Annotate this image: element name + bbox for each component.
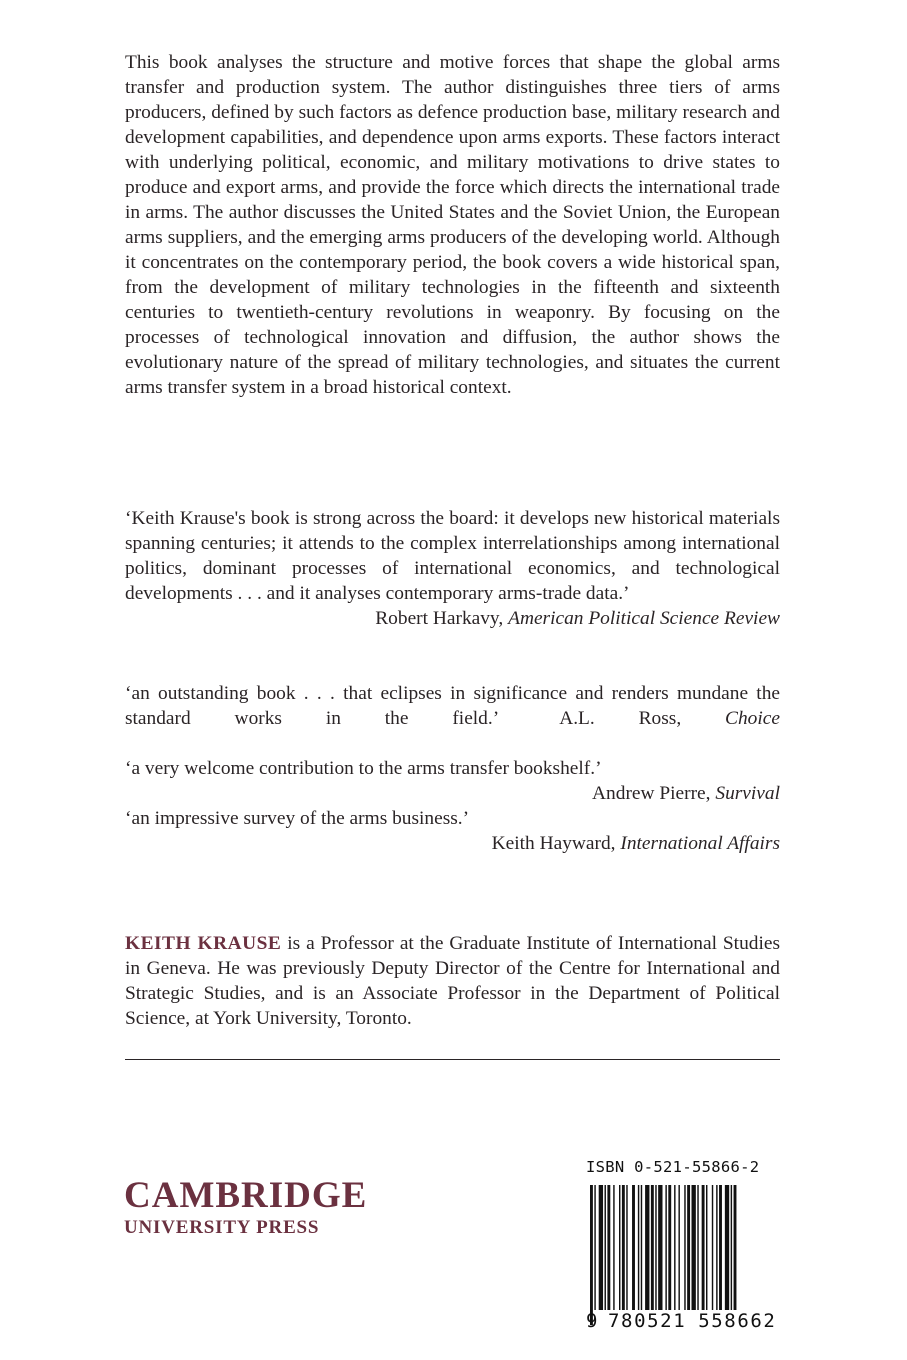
barcode-bar	[684, 1185, 685, 1310]
barcode-bar	[658, 1185, 662, 1325]
author-bio-text: is a Professor at the Graduate Institute of International Studies in Geneva. He was previously Deputy Director of the Centre for International and Strategic Studies, and is an Associate Professor in the Department of Political Science, at York University, Toronto.	[125, 933, 780, 1029]
review-quote-harkavy	[125, 506, 780, 631]
book-description: This book analyses the structure and motive forces that shape the global arms transfer and production system. The author distinguishes three tiers of arms producers, defined by such factors as defence production base, military research and development capabilities, and dependence upon arms exports. These factors interact with underlying political, economic, and military motivations to drive states to produce and export arms, and provide the force which directs the international trade in arms. The author discusses the United States and the Soviet Union, the European arms suppliers, and the emerging arms producers of the developing world. Although it concentrates on the contemporary period, the book covers a wide historical span, from the development of military technologies in the fifteenth and sixteenth centuries to twentieth-century revolutions in weaponry. By focusing on the processes of technological innovation and diffusion, the author shows the evolutionary nature of the spread of military technologies, and situates the current arms transfer system in a broad historical context.	[125, 52, 780, 398]
quote-text	[125, 681, 780, 731]
barcode-digits	[586, 1310, 782, 1332]
barcode-image	[586, 1185, 782, 1325]
publisher-logo	[124, 1177, 367, 1239]
barcode-bar	[645, 1185, 649, 1310]
barcode-group-left: 780521	[608, 1310, 687, 1332]
barcode-bar	[613, 1185, 614, 1310]
barcode-bar	[706, 1185, 707, 1310]
barcode-bar	[590, 1185, 593, 1325]
barcode-bar	[651, 1185, 654, 1310]
barcode-bar	[725, 1185, 729, 1310]
barcode-group-right: 558662	[698, 1310, 777, 1332]
isbn-label: ISBN 0-521-55866-2	[586, 1158, 760, 1176]
quote-attribution	[125, 781, 780, 806]
publisher-subline: UNIVERSITY PRESS	[124, 1217, 320, 1238]
barcode-bar	[668, 1185, 671, 1310]
barcode-bar	[665, 1185, 666, 1325]
review-quote-ross	[125, 681, 780, 731]
barcode-bar	[655, 1185, 656, 1310]
quote-author: Andrew Pierre,	[592, 783, 711, 804]
quote-source: American Political Science Review	[508, 608, 780, 629]
quote-author: Keith Hayward,	[491, 833, 616, 854]
barcode-bar	[605, 1185, 606, 1310]
barcode-bar	[622, 1185, 625, 1310]
barcode-bar	[712, 1185, 713, 1310]
publisher-name: CAMBRIDGE	[124, 1175, 368, 1216]
quote-author: Robert Harkavy,	[375, 608, 504, 629]
barcode-bar	[632, 1185, 635, 1310]
barcode-bar	[607, 1185, 610, 1310]
barcode-lead-digit: 9	[586, 1310, 598, 1332]
quote-text: ‘a very welcome contribution to the arms transfer bookshelf.’	[125, 758, 602, 779]
quote-attribution	[125, 831, 780, 856]
quote-source: Choice	[725, 708, 780, 729]
review-quote-pierre	[125, 756, 780, 806]
barcode-bar	[702, 1185, 705, 1310]
barcode-bar	[731, 1185, 732, 1310]
barcode-bar	[674, 1185, 675, 1310]
quote-source: International Affairs	[620, 833, 780, 854]
barcode-bar	[716, 1185, 717, 1310]
barcode-bar	[626, 1185, 627, 1310]
review-quote-hayward	[125, 806, 780, 856]
barcode-bar	[678, 1185, 679, 1310]
barcode-bar	[599, 1185, 603, 1310]
quote-source: Survival	[715, 783, 780, 804]
author-name: KEITH KRAUSE	[125, 933, 282, 954]
barcode-bar	[619, 1185, 620, 1310]
quote-attribution	[125, 606, 780, 631]
barcode-bar	[641, 1185, 642, 1310]
quote-text-span: ‘an outstanding book . . . that eclipses in significance and renders mundane the standard works in the field.’	[125, 683, 780, 729]
barcode-bar	[638, 1185, 639, 1310]
barcode-bar	[692, 1185, 696, 1310]
barcode-bar	[697, 1185, 698, 1310]
barcode-bar	[734, 1185, 737, 1325]
barcode-bar	[719, 1185, 722, 1310]
author-bio	[125, 931, 780, 1031]
barcode-bar	[687, 1185, 690, 1310]
quote-author: A.L. Ross,	[559, 708, 682, 729]
quote-text: ‘an impressive survey of the arms business.’	[125, 808, 470, 829]
divider-rule	[125, 1059, 780, 1060]
quote-text: ‘Keith Krause's book is strong across the board: it develops new historical materials spanning centuries; it attends to the complex interrelationships among international politics, dominant processes of international economics, and technological developments . . . and it analyses contemporary arms-trade data.’	[125, 508, 780, 604]
barcode-bar	[594, 1185, 595, 1310]
